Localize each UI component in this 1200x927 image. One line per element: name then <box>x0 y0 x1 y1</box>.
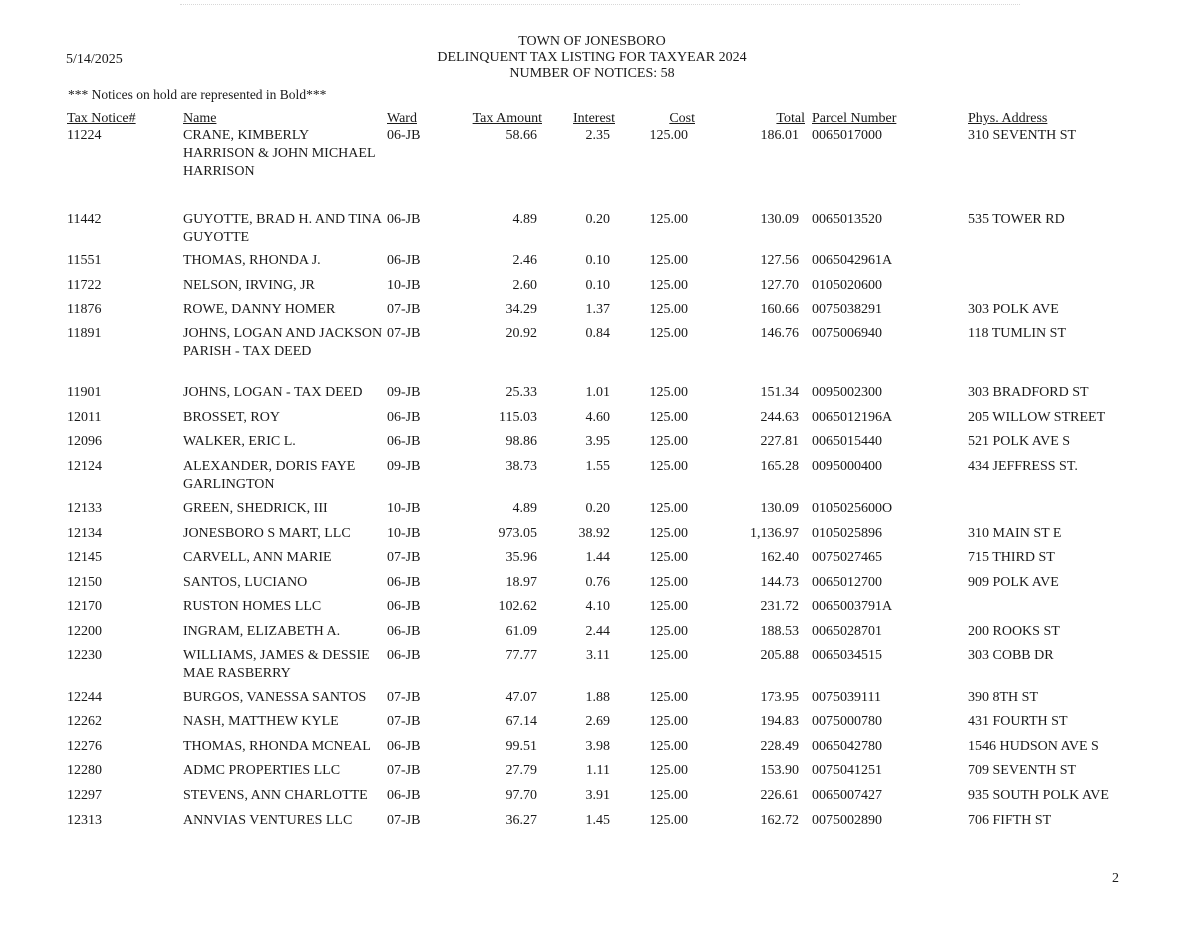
total: 188.53 <box>760 624 799 639</box>
ward: 06-JB <box>387 624 421 639</box>
parcel-number: 0095000400 <box>812 459 882 474</box>
physical-address: 709 SEVENTH ST <box>968 763 1077 778</box>
owner-name: THOMAS, RHONDA MCNEAL <box>183 739 371 754</box>
parcel-number: 0095002300 <box>812 385 882 400</box>
total: 231.72 <box>760 599 799 614</box>
town-title: TOWN OF JONESBORO <box>518 34 666 49</box>
physical-address: 715 THIRD ST <box>968 550 1055 565</box>
cost: 125.00 <box>649 253 688 268</box>
cost: 125.00 <box>649 763 688 778</box>
physical-address: 909 POLK AVE <box>968 575 1059 590</box>
parcel-number: 0065015440 <box>812 434 882 449</box>
interest: 0.76 <box>585 575 610 590</box>
physical-address: 303 POLK AVE <box>968 302 1059 317</box>
tax-notice-number: 12170 <box>67 599 102 614</box>
cost: 125.00 <box>649 813 688 828</box>
cost: 125.00 <box>649 690 688 705</box>
interest: 1.55 <box>585 459 610 474</box>
cost: 125.00 <box>649 434 688 449</box>
cost: 125.00 <box>649 501 688 516</box>
tax-amount: 99.51 <box>505 739 537 754</box>
physical-address: 310 SEVENTH ST <box>968 128 1077 143</box>
physical-address: 1546 HUDSON AVE S <box>968 739 1099 754</box>
total: 165.28 <box>760 459 799 474</box>
parcel-number: 0065012196A <box>812 410 893 425</box>
cost: 125.00 <box>649 599 688 614</box>
cost: 125.00 <box>649 278 688 293</box>
physical-address: 303 BRADFORD ST <box>968 385 1089 400</box>
ward: 06-JB <box>387 212 421 227</box>
parcel-number: 0075006940 <box>812 326 882 341</box>
tax-amount: 4.89 <box>512 501 537 516</box>
interest: 1.37 <box>585 302 610 317</box>
tax-notice-number: 12134 <box>67 526 102 541</box>
total: 173.95 <box>760 690 799 705</box>
parcel-number: 0105025600O <box>812 501 893 516</box>
interest: 2.44 <box>585 624 610 639</box>
ward: 06-JB <box>387 434 421 449</box>
interest: 0.20 <box>585 501 610 516</box>
tax-amount: 2.46 <box>512 253 537 268</box>
tax-notice-number: 11891 <box>67 326 102 341</box>
col-header-parcel: Parcel Number <box>812 111 897 126</box>
tax-amount: 115.03 <box>499 410 537 425</box>
total: 146.76 <box>760 326 799 341</box>
parcel-number: 0065003791A <box>812 599 893 614</box>
parcel-number: 0105020600 <box>812 278 882 293</box>
parcel-number: 0065034515 <box>812 648 882 663</box>
owner-name: WILLIAMS, JAMES & DESSIE MAE RASBERRY <box>183 648 370 681</box>
owner-name: RUSTON HOMES LLC <box>183 599 322 614</box>
physical-address: 535 TOWER RD <box>968 212 1065 227</box>
parcel-number: 0065017000 <box>812 128 882 143</box>
col-header-tax-amount: Tax Amount <box>472 111 542 126</box>
tax-amount: 2.60 <box>512 278 537 293</box>
total: 160.66 <box>760 302 799 317</box>
owner-name: GUYOTTE, BRAD H. AND TINA GUYOTTE <box>183 212 382 245</box>
interest: 3.98 <box>585 739 610 754</box>
parcel-number: 0075041251 <box>812 763 882 778</box>
total: 127.56 <box>760 253 799 268</box>
owner-name: ROWE, DANNY HOMER <box>183 302 336 317</box>
tax-amount: 27.79 <box>505 763 537 778</box>
col-header-ward: Ward <box>387 111 417 126</box>
physical-address: 205 WILLOW STREET <box>968 410 1106 425</box>
col-header-name: Name <box>183 111 217 126</box>
tax-amount: 97.70 <box>505 788 537 803</box>
interest: 0.20 <box>585 212 610 227</box>
total: 130.09 <box>760 212 799 227</box>
tax-notice-number: 12276 <box>67 739 102 754</box>
owner-name: JOHNS, LOGAN AND JACKSON PARISH - TAX DEED <box>183 326 383 359</box>
col-header-address: Phys. Address <box>968 111 1048 126</box>
ward: 07-JB <box>387 763 421 778</box>
owner-name: ADMC PROPERTIES LLC <box>183 763 341 778</box>
total: 194.83 <box>760 714 799 729</box>
cost: 125.00 <box>649 326 688 341</box>
physical-address: 521 POLK AVE S <box>968 434 1071 449</box>
cost: 125.00 <box>649 302 688 317</box>
owner-name: CRANE, KIMBERLY HARRISON & JOHN MICHAEL HARRISON <box>183 128 375 179</box>
total: 226.61 <box>760 788 799 803</box>
hold-note: *** Notices on hold are represented in Bold*** <box>68 87 327 102</box>
physical-address: 935 SOUTH POLK AVE <box>968 788 1109 803</box>
owner-name: INGRAM, ELIZABETH A. <box>183 624 341 639</box>
total: 186.01 <box>760 128 799 143</box>
ward: 07-JB <box>387 714 421 729</box>
total: 130.09 <box>760 501 799 516</box>
total: 153.90 <box>760 763 799 778</box>
interest: 0.84 <box>585 326 610 341</box>
cost: 125.00 <box>649 788 688 803</box>
ward: 07-JB <box>387 813 421 828</box>
interest: 1.88 <box>585 690 610 705</box>
tax-amount: 102.62 <box>498 599 537 614</box>
tax-notice-number: 12313 <box>67 813 102 828</box>
tax-notice-number: 11224 <box>67 128 102 143</box>
interest: 1.11 <box>586 763 610 778</box>
tax-notice-number: 11722 <box>67 278 102 293</box>
cost: 125.00 <box>649 385 688 400</box>
ward: 09-JB <box>387 385 421 400</box>
tax-amount: 18.97 <box>505 575 537 590</box>
ward: 07-JB <box>387 302 421 317</box>
scan-artifact-top <box>180 4 1020 7</box>
tax-amount: 4.89 <box>512 212 537 227</box>
owner-name: ANNVIAS VENTURES LLC <box>183 813 353 828</box>
interest: 0.10 <box>585 278 610 293</box>
owner-name: STEVENS, ANN CHARLOTTE <box>183 788 368 803</box>
tax-amount: 35.96 <box>505 550 537 565</box>
owner-name: WALKER, ERIC L. <box>183 434 296 449</box>
tax-amount: 20.92 <box>505 326 537 341</box>
owner-name: THOMAS, RHONDA J. <box>183 253 321 268</box>
physical-address: 706 FIFTH ST <box>968 813 1052 828</box>
physical-address: 118 TUMLIN ST <box>968 326 1066 341</box>
total: 162.40 <box>760 550 799 565</box>
ward: 06-JB <box>387 648 421 663</box>
ward: 06-JB <box>387 599 421 614</box>
cost: 125.00 <box>649 410 688 425</box>
interest: 3.91 <box>585 788 610 803</box>
ward: 07-JB <box>387 550 421 565</box>
interest: 1.44 <box>585 550 610 565</box>
report-date: 5/14/2025 <box>66 52 123 67</box>
parcel-number: 0105025896 <box>812 526 882 541</box>
owner-name: NASH, MATTHEW KYLE <box>183 714 339 729</box>
cost: 125.00 <box>649 212 688 227</box>
physical-address: 200 ROOKS ST <box>968 624 1060 639</box>
ward: 10-JB <box>387 501 421 516</box>
tax-notice-number: 12200 <box>67 624 102 639</box>
physical-address: 434 JEFFRESS ST. <box>968 459 1078 474</box>
physical-address: 431 FOURTH ST <box>968 714 1068 729</box>
tax-amount: 77.77 <box>505 648 537 663</box>
tax-amount: 47.07 <box>505 690 537 705</box>
parcel-number: 0075038291 <box>812 302 882 317</box>
owner-name: NELSON, IRVING, JR <box>183 278 315 293</box>
ward: 06-JB <box>387 410 421 425</box>
owner-name: ALEXANDER, DORIS FAYE GARLINGTON <box>183 459 356 492</box>
parcel-number: 0075039111 <box>812 690 881 705</box>
total: 127.70 <box>760 278 799 293</box>
tax-amount: 58.66 <box>505 128 537 143</box>
ward: 06-JB <box>387 253 421 268</box>
tax-notice-number: 12297 <box>67 788 102 803</box>
parcel-number: 0065042961A <box>812 253 893 268</box>
owner-name: JOHNS, LOGAN - TAX DEED <box>183 385 363 400</box>
report-header <box>392 34 792 82</box>
interest: 2.35 <box>585 128 610 143</box>
owner-name: GREEN, SHEDRICK, III <box>183 501 328 516</box>
tax-amount: 38.73 <box>505 459 537 474</box>
notices-count: NUMBER OF NOTICES: 58 <box>509 66 675 81</box>
tax-amount: 36.27 <box>505 813 537 828</box>
tax-notice-number: 11442 <box>67 212 102 227</box>
parcel-number: 0075000780 <box>812 714 882 729</box>
col-header-interest: Interest <box>573 111 615 126</box>
interest: 4.60 <box>585 410 610 425</box>
tax-notice-number: 12124 <box>67 459 102 474</box>
ward: 10-JB <box>387 278 421 293</box>
tax-amount: 973.05 <box>498 526 537 541</box>
cost: 125.00 <box>649 648 688 663</box>
owner-name: JONESBORO S MART, LLC <box>183 526 351 541</box>
ward: 07-JB <box>387 690 421 705</box>
total: 244.63 <box>760 410 799 425</box>
interest: 3.95 <box>585 434 610 449</box>
cost: 125.00 <box>649 550 688 565</box>
total: 205.88 <box>760 648 799 663</box>
physical-address: 310 MAIN ST E <box>968 526 1062 541</box>
tax-notice-number: 11551 <box>67 253 102 268</box>
ward: 06-JB <box>387 575 421 590</box>
tax-notice-number: 12011 <box>67 410 102 425</box>
owner-name: BROSSET, ROY <box>183 410 280 425</box>
tax-notice-number: 12230 <box>67 648 102 663</box>
total: 144.73 <box>760 575 799 590</box>
parcel-number: 0065042780 <box>812 739 882 754</box>
parcel-number: 0065028701 <box>812 624 882 639</box>
parcel-number: 0075002890 <box>812 813 882 828</box>
ward: 09-JB <box>387 459 421 474</box>
cost: 125.00 <box>649 526 688 541</box>
owner-name: SANTOS, LUCIANO <box>183 575 308 590</box>
interest: 2.69 <box>585 714 610 729</box>
total: 1,136.97 <box>750 526 799 541</box>
tax-notice-number: 11876 <box>67 302 102 317</box>
ward: 06-JB <box>387 128 421 143</box>
total: 227.81 <box>760 434 799 449</box>
tax-amount: 34.29 <box>505 302 537 317</box>
owner-name: BURGOS, VANESSA SANTOS <box>183 690 367 705</box>
tax-notice-number: 11901 <box>67 385 102 400</box>
cost: 125.00 <box>649 714 688 729</box>
tax-notice-number: 12133 <box>67 501 102 516</box>
page-number: 2 <box>1112 871 1119 886</box>
cost: 125.00 <box>649 575 688 590</box>
total: 228.49 <box>760 739 799 754</box>
ward: 06-JB <box>387 788 421 803</box>
parcel-number: 0065012700 <box>812 575 882 590</box>
col-header-cost: Cost <box>669 111 695 126</box>
ward: 10-JB <box>387 526 421 541</box>
interest: 1.45 <box>585 813 610 828</box>
tax-notice-number: 12150 <box>67 575 102 590</box>
col-header-notice: Tax Notice# <box>67 111 136 126</box>
cost: 125.00 <box>649 128 688 143</box>
interest: 38.92 <box>578 526 610 541</box>
listing-title: DELINQUENT TAX LISTING FOR TAXYEAR 2024 <box>437 50 747 65</box>
interest: 1.01 <box>585 385 610 400</box>
physical-address: 303 COBB DR <box>968 648 1054 663</box>
tax-notice-number: 12280 <box>67 763 102 778</box>
tax-amount: 61.09 <box>505 624 537 639</box>
total: 151.34 <box>760 385 799 400</box>
interest: 0.10 <box>585 253 610 268</box>
tax-notice-number: 12096 <box>67 434 102 449</box>
parcel-number: 0075027465 <box>812 550 882 565</box>
tax-notice-number: 12244 <box>67 690 102 705</box>
interest: 3.11 <box>586 648 610 663</box>
tax-notice-number: 12262 <box>67 714 102 729</box>
tax-amount: 98.86 <box>505 434 537 449</box>
cost: 125.00 <box>649 624 688 639</box>
parcel-number: 0065007427 <box>812 788 882 803</box>
interest: 4.10 <box>585 599 610 614</box>
tax-amount: 25.33 <box>505 385 537 400</box>
parcel-number: 0065013520 <box>812 212 882 227</box>
total: 162.72 <box>760 813 799 828</box>
cost: 125.00 <box>649 739 688 754</box>
col-header-total: Total <box>776 111 805 126</box>
tax-amount: 67.14 <box>505 714 537 729</box>
tax-notice-number: 12145 <box>67 550 102 565</box>
physical-address: 390 8TH ST <box>968 690 1038 705</box>
ward: 06-JB <box>387 739 421 754</box>
owner-name: CARVELL, ANN MARIE <box>183 550 332 565</box>
cost: 125.00 <box>649 459 688 474</box>
ward: 07-JB <box>387 326 421 341</box>
